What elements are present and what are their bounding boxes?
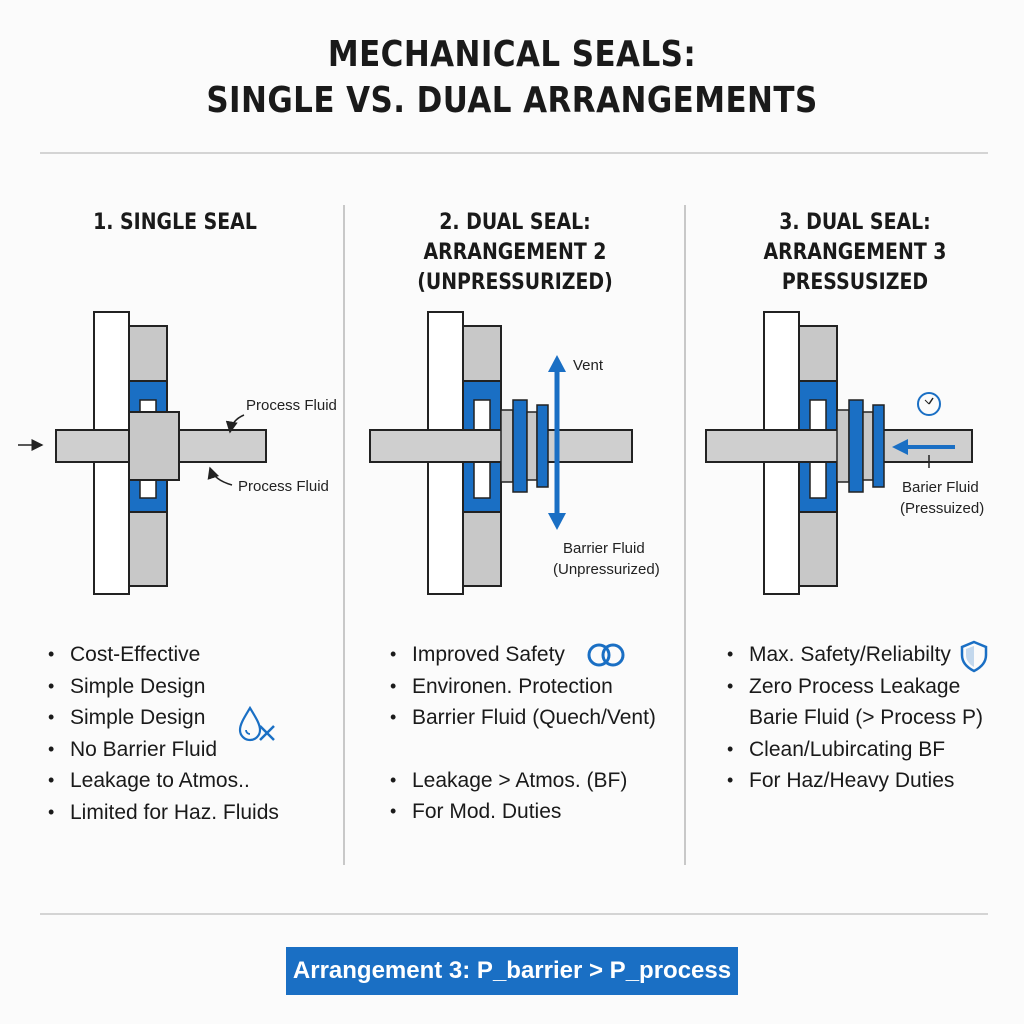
list-item: • No Barrier Fluid	[48, 734, 279, 766]
col3-heading: 3. DUAL SEAL: ARRANGEMENT 3 PRESSUSIZED	[763, 210, 947, 295]
dual-seal-arrangement-2-diagram	[345, 290, 690, 610]
single-seal-diagram	[0, 290, 343, 610]
col2-heading: 2. DUAL SEAL: ARRANGEMENT 2 (UNPRESSURIZED)	[417, 210, 613, 295]
list-item: • Simple Design	[48, 671, 279, 703]
list-item: • Leakage > Atmos. (BF)	[390, 765, 656, 797]
shield-icon	[958, 639, 990, 673]
process-fluid-label-top: Process Fluid	[246, 397, 337, 414]
main-title-line-1: MECHANICAL SEALS:	[327, 34, 697, 75]
pressuized-label: (Pressuized)	[900, 500, 985, 517]
list-item: • Limited for Haz. Fluids	[48, 797, 279, 829]
list-item: • Max. Safety/Reliabilty	[727, 639, 983, 671]
linked-rings-icon	[584, 640, 630, 670]
list-item: • Clean/Lubircating BF	[727, 734, 983, 766]
list-item: Barie Fluid (> Process P)	[749, 706, 983, 729]
gauge-icon	[918, 393, 940, 415]
list-item: • Zero Process Leakage	[727, 671, 983, 703]
dual-seal-arrangement-3-diagram	[686, 290, 1024, 610]
list-item: • For Haz/Heavy Duties	[727, 765, 983, 797]
list-gap	[390, 734, 656, 765]
list-item: • Leakage to Atmos..	[48, 765, 279, 797]
list-item: • Barrier Fluid (Quech/Vent)	[390, 702, 656, 734]
col1-heading: 1. SINGLE SEAL	[93, 210, 257, 235]
footer-banner: Arrangement 3: P_barrier > P_process	[286, 947, 738, 995]
list-item: • Improved Safety	[390, 639, 656, 671]
main-title-line-2: SINGLE VS. DUAL ARRANGEMENTS	[206, 80, 818, 121]
barrier-fluid-label: Barrier Fluid	[563, 540, 645, 557]
unpressurized-label: (Unpressurized)	[553, 561, 660, 578]
col3-bullet-list	[727, 639, 983, 797]
process-fluid-label-bottom: Process Fluid	[238, 478, 329, 495]
barier-fluid-label: Barier Fluid	[902, 479, 979, 496]
list-item: • Simple Design	[48, 702, 279, 734]
list-item: • Environen. Protection	[390, 671, 656, 703]
top-divider	[40, 152, 988, 154]
droplet-x-icon	[236, 704, 278, 744]
list-item: • Cost-Effective	[48, 639, 279, 671]
bottom-divider	[40, 913, 988, 915]
vent-label: Vent	[573, 357, 604, 374]
list-item: • For Mod. Duties	[390, 796, 656, 828]
